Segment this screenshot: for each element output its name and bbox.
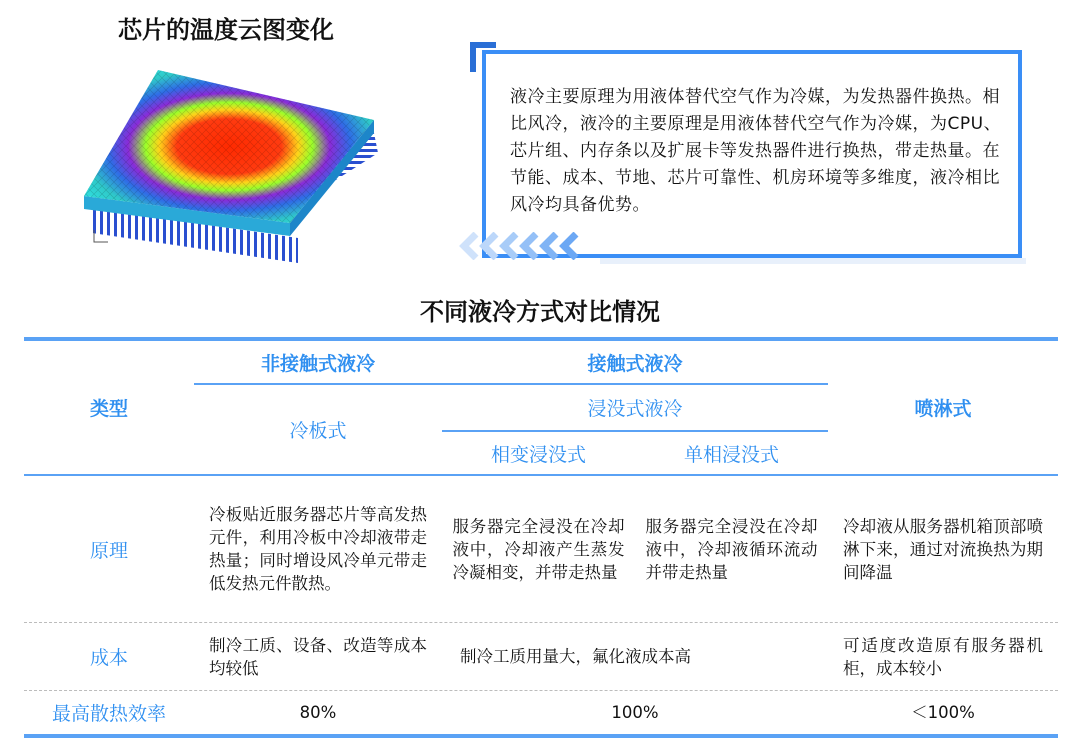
header-immersion: 浸没式液冷 — [587, 398, 683, 420]
header-cold-plate: 冷板式 — [289, 420, 347, 442]
principle-single-phase: 服务器完全浸没在冷却液中，冷却液循环流动并带走热量 — [645, 516, 818, 582]
row-label-efficiency: 最高散热效率 — [51, 703, 166, 725]
chip-thermal-image — [78, 58, 388, 268]
info-box-shadow — [600, 258, 1026, 264]
row-label-cost: 成本 — [89, 647, 128, 669]
cost-spray: 可适度改造原有服务器机柜，成本较小 — [843, 635, 1043, 678]
principle-spray-cell — [828, 476, 1058, 622]
principle-phase-change: 服务器完全浸没在冷却液中，冷却液产生蒸发冷凝相变，并带走热量 — [452, 516, 625, 582]
table-bottom-border — [24, 734, 1058, 738]
principle-single-phase-cell — [635, 476, 828, 622]
header-contact: 接触式液冷 — [587, 352, 683, 375]
principle-phase-change-cell — [442, 476, 635, 622]
row-label-principle: 原理 — [89, 539, 128, 562]
chevron-arrows-icon — [458, 232, 608, 260]
header-type-label: 类型 — [89, 398, 128, 420]
principle-cold-plate-cell — [194, 476, 442, 622]
principle-cold-plate: 冷板贴近服务器芯片等高发热元件，利用冷板中冷却液带走热量；同时增设风冷单元带走低发热元件散热。 — [209, 505, 427, 593]
table-title: 不同液冷方式对比情况 — [420, 298, 660, 326]
cost-cold-plate: 制冷工质、设备、改造等成本均较低 — [209, 635, 427, 678]
header-phase-change: 相变浸没式 — [490, 443, 586, 466]
header-non-contact: 非接触式液冷 — [260, 352, 375, 375]
header-single-phase: 单相浸没式 — [683, 443, 779, 466]
cost-immersion: 制冷工质用量大，氟化液成本高 — [460, 647, 691, 666]
header-spray: 喷淋式 — [914, 398, 972, 420]
efficiency-spray: ＜100% — [911, 703, 975, 722]
info-text: 液冷主要原理为用液体替代空气作为冷媒，为发热器件换热。相比风冷，液冷的主要原理是用液体替代空气作为冷媒，为CPU、芯片组、内存条以及扩展卡等发热器件进行换热，带走热量。在节能、成本、节地、芯片可靠性、机房环境等多维度，液冷相比风冷均具备优势。 — [510, 87, 1002, 215]
efficiency-cold-plate: 80% — [299, 703, 337, 722]
figure-title: 芯片的温度云图变化 — [118, 16, 334, 44]
efficiency-immersion: 100% — [611, 703, 659, 722]
info-box-corner-accent — [470, 42, 496, 72]
cost-immersion-cell — [442, 623, 828, 690]
cost-cold-plate-cell — [194, 623, 442, 690]
cost-spray-cell — [828, 623, 1058, 690]
principle-spray: 冷却液从服务器机箱顶部喷淋下来，通过对流换热为期间降温 — [843, 516, 1043, 582]
